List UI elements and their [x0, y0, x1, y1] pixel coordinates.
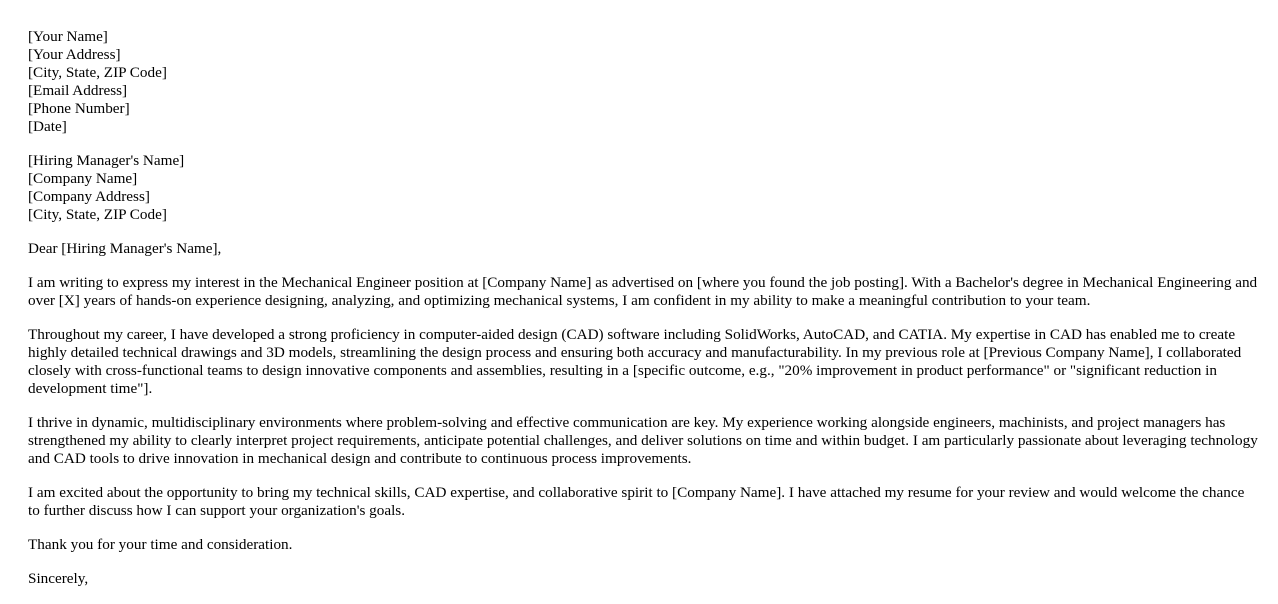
body-paragraph-1: I am writing to express my interest in the Mechanical Engineer position at [Company Name] as advertised on [where you found the job posting]. With a Bachelor's degree in Mechanical Engineering and over [X] years of hands-on experience designing, analyzing, and optimizing mechanical systems, I am confident in my ability to make a meaningful contribution to your team.	[28, 274, 1258, 309]
sender-email: [Email Address]	[28, 82, 128, 99]
body-paragraph-4: I am excited about the opportunity to bring my technical skills, CAD expertise, and collaborative spirit to [Company Name]. I have attached my resume for your review and would welcome the chance to further discuss how I can support your organization's goals.	[28, 484, 1245, 519]
body-paragraph-3: I thrive in dynamic, multidisciplinary environments where problem-solving and effective communication are key. My experience working alongside engineers, machinists, and project managers has strengthened my ability to clearly interpret project requirements, anticipate potential challenges, and deliver solutions on time and within budget. I am particularly passionate about leveraging technology and CAD tools to drive innovation in mechanical design and contribute to continuous process improvements.	[28, 414, 1258, 467]
body-paragraph-5: Thank you for your time and consideration.	[28, 536, 293, 553]
salutation: Dear [Hiring Manager's Name],	[28, 240, 222, 257]
sender-city-state-zip: [City, State, ZIP Code]	[28, 64, 167, 81]
recipient-name: [Hiring Manager's Name]	[28, 152, 185, 169]
body-paragraph-2: Throughout my career, I have developed a strong proficiency in computer-aided design (CAD) software including SolidWorks, AutoCAD, and CATIA. My expertise in CAD has enabled me to create highly detailed technical drawings and 3D models, streamlining the design process and ensuring both accuracy and manufacturability. In my previous role at [Previous Company Name], I collaborated closely with cross-functional teams to design innovative components and assemblies, resulting in a [specific outcome, e.g., "20% improvement in product performance" or "significant reduction in development time"].	[28, 326, 1242, 397]
letter-date: [Date]	[28, 118, 67, 135]
sender-phone: [Phone Number]	[28, 100, 130, 117]
sender-block	[28, 28, 1258, 136]
recipient-address: [Company Address]	[28, 188, 150, 205]
closing: Sincerely,	[28, 570, 89, 587]
sender-name: [Your Name]	[28, 28, 108, 45]
recipient-city-state-zip: [City, State, ZIP Code]	[28, 206, 167, 223]
recipient-company: [Company Name]	[28, 170, 138, 187]
recipient-block	[28, 152, 1258, 224]
cover-letter	[28, 28, 1258, 604]
sender-address: [Your Address]	[28, 46, 121, 63]
